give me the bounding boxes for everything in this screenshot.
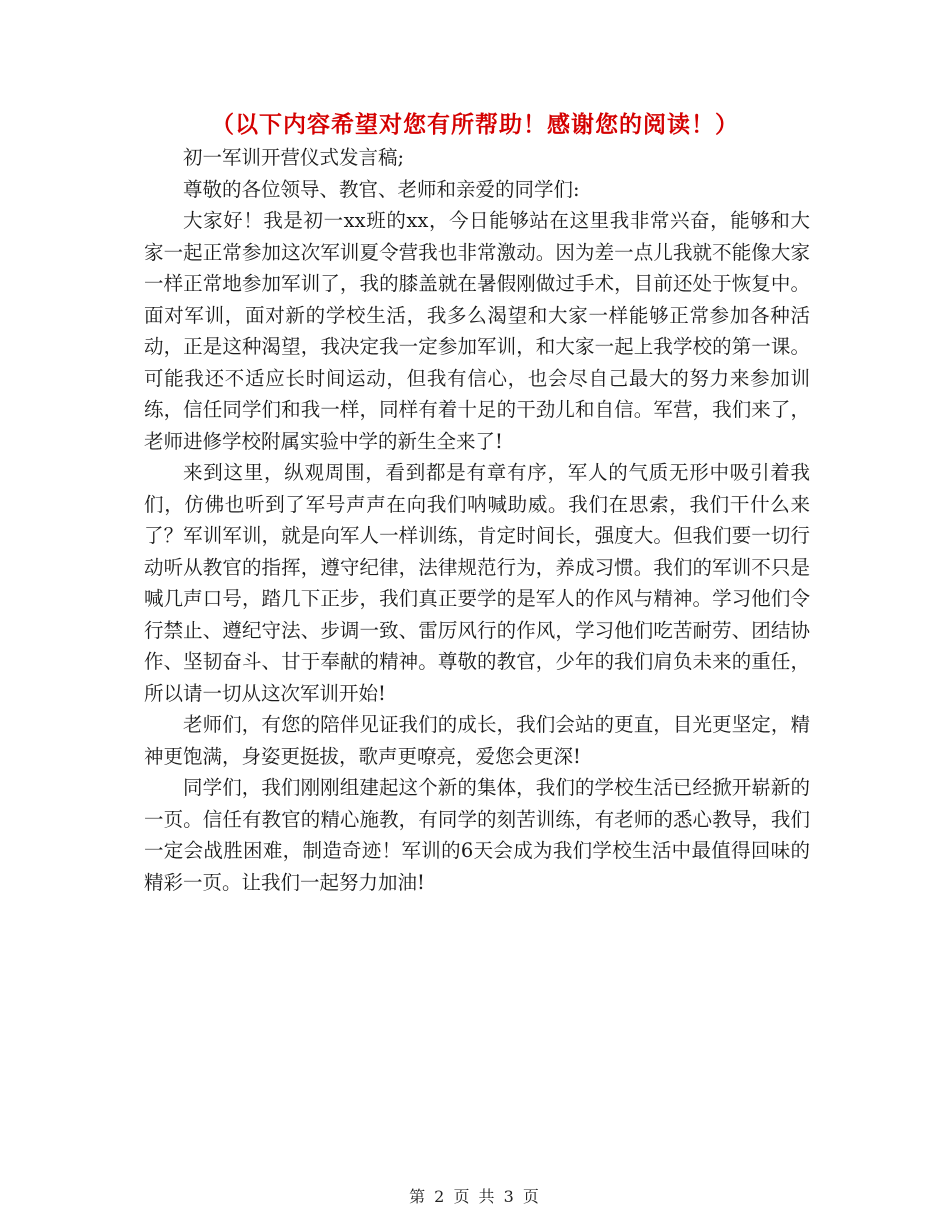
- notice-banner: （以下内容希望对您有所帮助！感谢您的阅读！）: [211, 111, 739, 138]
- paragraph: 大家好！我是初一xx班的xx，今日能够站在这里我非常兴奋，能够和大家一起正常参加这次军训夏令营我也非常激动。因为差一点儿我就不能像大家一样正常地参加军训了，我的膝盖就在暑假刚做过手术，目前还处于恢复中。面对军训，面对新的学校生活，我多么渴望和大家一样能够正常参加各种活动，正是这种渴望，我决定我一定参加军训，和大家一起上我学校的第一课。可能我还不适应长时间运动，但我有信心，也会尽自己最大的努力来参加训练，信任同学们和我一样，同样有着十足的干劲儿和自信。军营，我们来了，老师进修学校附属实验中学的新生全来了!: [144, 209, 810, 453]
- speech-body: [144, 142, 810, 898]
- salutation: 尊敬的各位领导、教官、老师和亲爱的同学们:: [183, 177, 580, 201]
- speech-title: 初一军训开营仪式发言稿;: [183, 146, 405, 169]
- paragraph: 来到这里，纵观周围，看到都是有章有序，军人的气质无形中吸引着我们，仿佛也听到了军号声声在向我们呐喊助威。我们在思索，我们干什么来了？军训军训，就是向军人一样训练，肯定时间长，强度大。但我们要一切行动听从教官的指挥，遵守纪律，法律规范行为，养成习惯。我们的军训不只是喊几声口号，踏几下正步，我们真正要学的是军人的作风与精神。学习他们令行禁止、遵纪守法、步调一致、雷厉风行的作风，学习他们吃苦耐劳、团结协作、坚韧奋斗、甘于奉献的精神。尊敬的教官，少年的我们肩负未来的重任，所以请一切从这次军训开始!: [144, 461, 810, 705]
- page-number: 第 2 页 共 3 页: [409, 1187, 541, 1206]
- paragraph: 同学们，我们刚刚组建起这个新的集体，我们的学校生活已经掀开崭新的一页。信任有教官的精心施教，有同学的刻苦训练，有老师的悉心教导，我们一定会战胜困难，制造奇迹！军训的6天会成为我们学校生活中最值得回味的精彩一页。让我们一起努力加油!: [144, 776, 810, 894]
- paragraph: 老师们，有您的陪伴见证我们的成长，我们会站的更直，目光更坚定，精神更饱满，身姿更挺拔，歌声更嘹亮，爱您会更深!: [144, 713, 810, 768]
